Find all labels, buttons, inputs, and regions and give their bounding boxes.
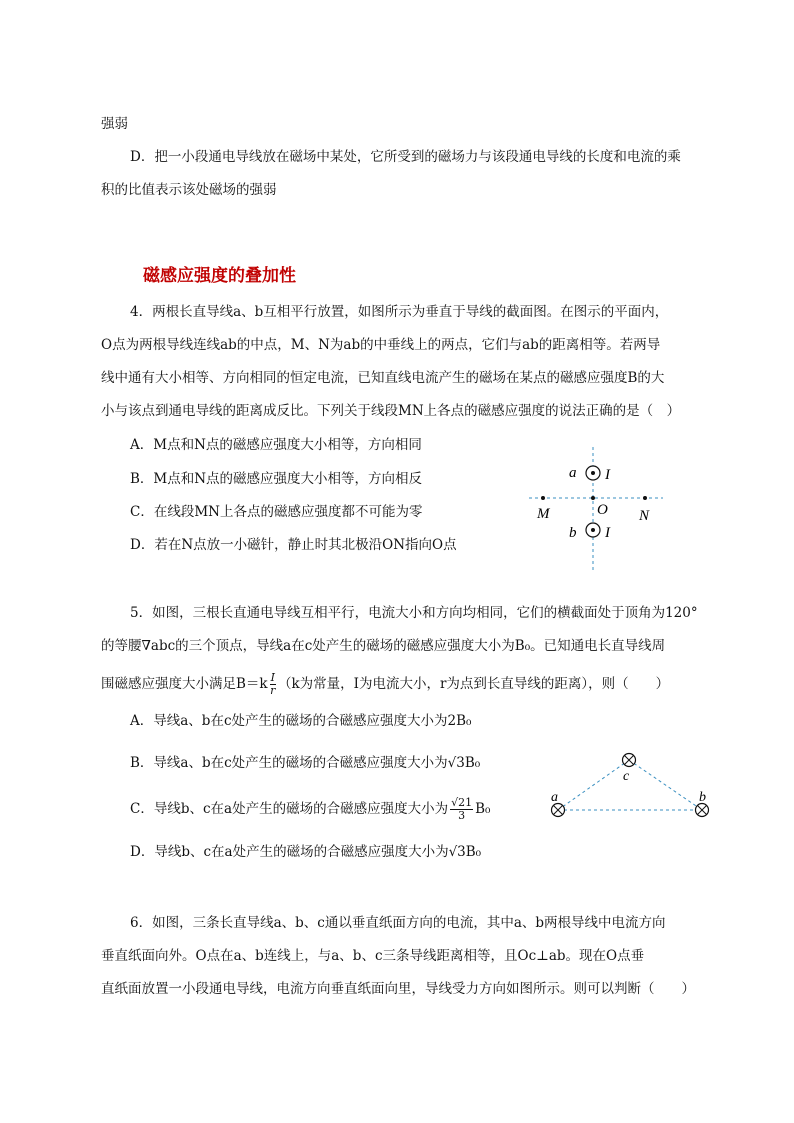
label-a: a [551,790,558,805]
label-a: a [569,465,577,481]
question-4-line: 4．两根长直导线a、b互相平行放置，如图所示为垂直于导线的截面图。在图示的平面内， [130,304,669,320]
question-4-option-c: C．在线段MN上各点的磁感应强度都不可能为零 [130,504,423,520]
question-5-line: 围磁感应强度大小满足B＝k $\frac{I}{r}$ （k为常量，I为电流大小，r为点到长直导线的距离），则（ ） [101,671,670,697]
question-4-line: 线中通有大小相等、方向相同的恒定电流，已知直线电流产生的磁场在某点的磁感应强度B的大 [101,370,665,386]
point-m [541,496,545,500]
question-4-option-a: A．M点和N点的磁感应强度大小相等，方向相同 [130,437,422,453]
question-4-option-b: B．M点和N点的磁感应强度大小相等，方向相反 [130,471,423,487]
question-5-option-a: A．导线a、b在c处产生的磁场的合磁感应强度大小为2B₀ [130,713,472,729]
point-o [591,496,595,500]
question-5-line: 5．如图，三根长直通电导线互相平行，电流大小和方向均相同，它们的横截面处于顶角为120° [130,605,698,621]
label-c: c [623,769,630,784]
question-4-line: 小与该点到通电导线的距离成反比。下列关于线段MN上各点的磁感应强度的说法正确的是（ ） [101,403,681,419]
wire-a-in-icon [552,804,565,817]
fraction: $\frac{√21}{3}$ [451,796,473,822]
question-5-option-d: D．导线b、c在a处产生的磁场的合磁感应强度大小为√3B₀ [130,844,482,860]
label-i-top: I [605,467,610,483]
text-line: 积的比值表示该处磁场的强弱 [101,182,277,198]
question-5-line: 的等腰∇abc的三个顶点，导线a在c处产生的磁场的磁感应强度大小为B₀。已知通电长直导线周 [101,638,666,654]
question-4-line: O点为两根导线连线ab的中点，M、N为ab的中垂线上的两点，它们与ab的距离相等。若两导 [101,337,661,353]
label-b: b [699,790,706,805]
text-line: 强弱 [101,116,128,132]
point-n [643,496,647,500]
wire-c-in-icon [623,754,636,767]
question-6-line: 垂直纸面向外。O点在a、b连线上，与a、b、c三条导线距离相等，且Oc⊥ab。现在O点垂 [101,948,645,964]
question-5-figure [545,748,715,823]
question-5-option-b: B．导线a、b在c处产生的磁场的合磁感应强度大小为√3B₀ [130,755,481,771]
question-4-figure [525,445,670,575]
label-o: O [597,502,608,518]
fraction: $\frac{I}{r}$ [270,671,276,697]
question-4-option-d: D．若在N点放一小磁针，静止时其北极沿ON指向O点 [130,537,457,553]
label-i-bottom: I [605,525,610,541]
question-5-option-c: C．导线b、c在a处产生的磁场的合磁感应强度大小为 $\frac{√21}{3}$ B₀ [130,796,491,822]
label-b: b [569,525,577,541]
question-6-line: 6．如图，三条长直导线a、b、c通以垂直纸面方向的电流，其中a、b两根导线中电流方向 [130,915,666,931]
question-6-line: 直纸面放置一小段通电导线，电流方向垂直纸面向里，导线受力方向如图所示。则可以判断（ ） [101,981,695,997]
wire-b-in-icon [696,804,709,817]
section-title: 磁感应强度的叠加性 [143,266,296,286]
text-line: D．把一小段通电导线放在磁场中某处，它所受到的磁场力与该段通电导线的长度和电流的乘 [130,149,681,165]
label-n: N [639,508,650,524]
label-m: M [537,506,550,522]
